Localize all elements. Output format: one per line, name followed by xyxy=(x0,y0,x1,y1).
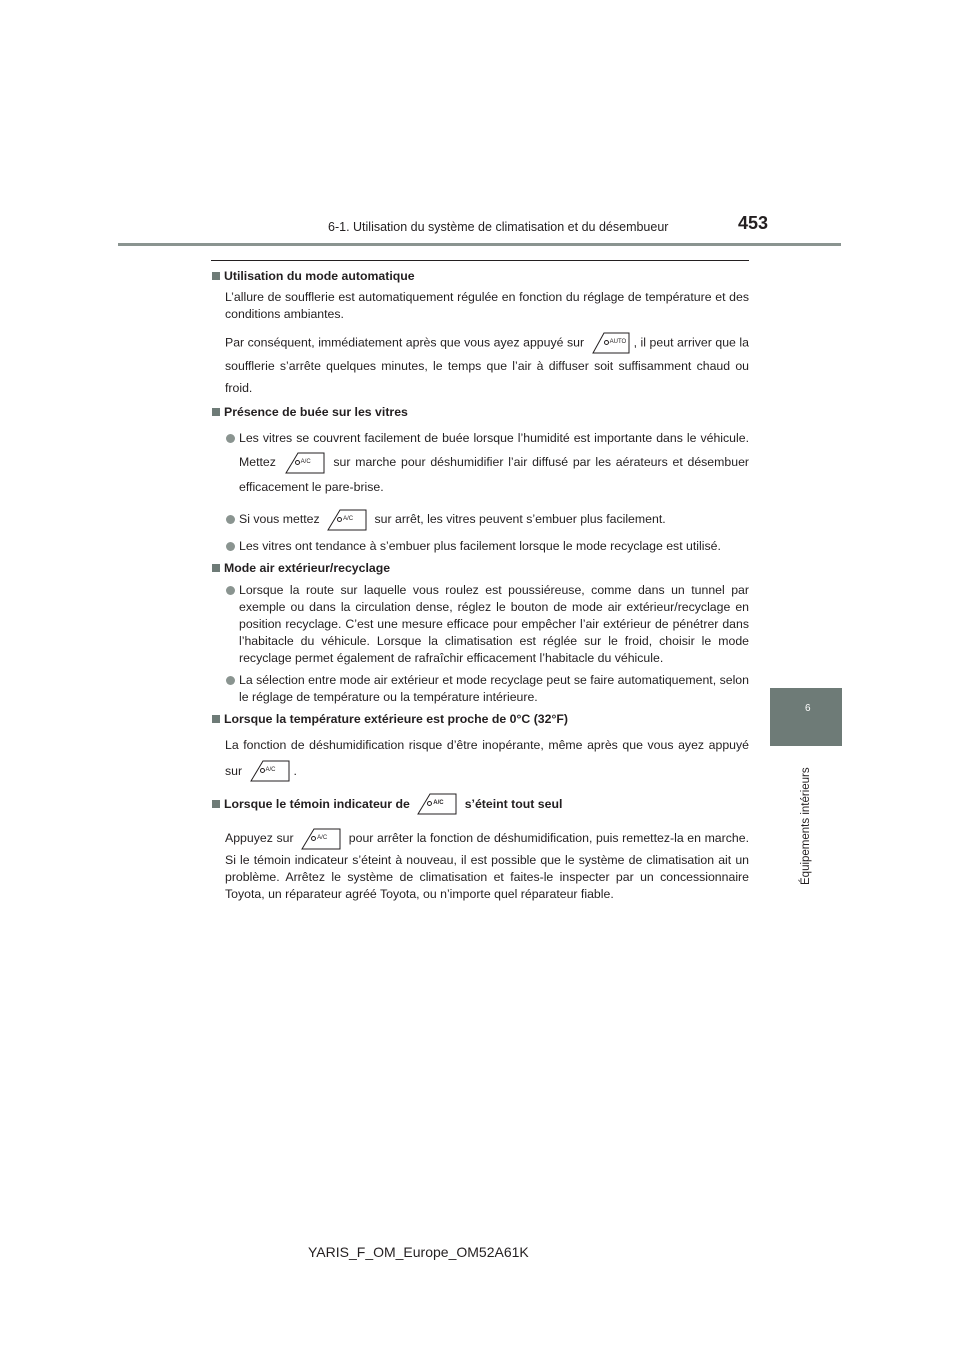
heading-text-start: Lorsque le témoin indicateur de xyxy=(224,796,410,811)
auto-mode-para2 xyxy=(225,331,749,399)
chapter-label: Équipements intérieurs xyxy=(800,767,812,885)
heading-text: Utilisation du mode automatique xyxy=(224,269,415,283)
cold-para-end: . xyxy=(293,763,297,778)
recirc-bullet-2 xyxy=(211,672,749,706)
round-bullet-icon xyxy=(226,586,235,595)
ac-button-icon xyxy=(327,508,367,532)
ac-button-label: A/C xyxy=(300,458,311,465)
chapter-number: 6 xyxy=(805,703,811,714)
fog-b1-end: sur marche pour déshumidifier l’air diffusé par les aérateurs et désembuer efficacement le pare-brise. xyxy=(239,455,749,494)
page-content xyxy=(211,268,749,903)
header-divider xyxy=(118,243,841,246)
ac-button-label: A/C xyxy=(265,767,276,774)
heading-text: Lorsque la température extérieure est proche de 0°C (32°F) xyxy=(224,711,569,726)
heading-text: Mode air extérieur/recyclage xyxy=(224,560,391,575)
fog-b2-end: sur arrêt, les vitres peuvent s’embuer plus facilement. xyxy=(374,511,666,526)
ac-button-icon xyxy=(250,759,290,783)
auto-mode-para1: L’allure de soufflerie est automatiquement régulée en fonction du réglage de température et des conditions ambiantes. xyxy=(225,290,749,321)
page-number: 453 xyxy=(738,213,769,233)
document-code: YARIS_F_OM_Europe_OM52A61K xyxy=(308,1244,529,1260)
round-bullet-icon xyxy=(226,515,235,524)
indicator-para xyxy=(225,824,749,903)
auto-button-label: AUTO xyxy=(609,339,627,345)
ac-button-label: A/C xyxy=(317,835,328,841)
auto-mode-para2-end: , il peut arriver que la soufflerie s’arrête quelques minutes, le temps que l’air à diffuser soit suffisamment chaud ou froid. xyxy=(225,335,749,395)
recirc-b1-text: Lorsque la route sur laquelle vous roulez est poussiéreuse, comme dans un tunnel par exemple ou dans la circulation dense, réglez le bouton de mode air extérieur/recyclage en position recyclage. C’est une mesure efficace pour empêcher l’air extérieur de pénétrer dans l’habitacle du véhicule. Lorsque la climatisation est réglée sur le froid, choisir le mode recyclage permet également de rafraîchir efficacement l’habitacle du véhicule. xyxy=(239,582,749,665)
cold-para xyxy=(225,732,749,784)
heading-recirc xyxy=(211,560,749,577)
button-dot-icon xyxy=(260,768,265,773)
square-bullet-icon xyxy=(212,564,220,572)
heading-cold xyxy=(211,711,749,728)
fog-b1-start: Les vitres se couvrent facilement de buée lorsque l’humidité est importante dans le véhicule. Mettez xyxy=(239,431,749,469)
round-bullet-icon xyxy=(226,676,235,685)
heading-fog xyxy=(211,404,749,421)
auto-mode-para2-start: Par conséquent, immédiatement après que vous ayez appuyé sur xyxy=(225,335,585,350)
button-dot-icon xyxy=(337,517,342,522)
ac-button-icon xyxy=(301,827,341,851)
section-header-title: 6-1. Utilisation du système de climatisation et du désembueur xyxy=(328,220,669,234)
heading-indicator xyxy=(211,792,749,817)
cold-para-start: La fonction de déshumidification risque d’être inopérante, même après que vous ayez appuyé sur xyxy=(225,737,749,778)
ac-button-label: A/C xyxy=(343,515,354,522)
auto-button-icon xyxy=(592,331,630,355)
chapter-tab xyxy=(770,688,842,746)
ac-button-icon xyxy=(417,792,457,816)
indicator-para-end: pour arrêter la fonction de déshumidification, puis remettez-la en marche. Si le témoin indicateur s’éteint à nouveau, il est possible que le système de climatisation ait un problème. Arrêtez le système de climatisation et faites-le inspecter par un concessionnaire Toyota, un réparateur agréé Toyota, ou n’importe quel réparateur fiable. xyxy=(225,831,749,902)
square-bullet-icon xyxy=(212,272,220,280)
square-bullet-icon xyxy=(212,800,220,808)
heading-auto-mode xyxy=(211,268,749,285)
round-bullet-icon xyxy=(226,542,235,551)
fog-bullet-2 xyxy=(211,507,749,532)
fog-bullet-3 xyxy=(211,538,749,555)
fog-bullet-1 xyxy=(211,426,749,499)
ac-button-icon xyxy=(285,451,325,475)
section-divider xyxy=(211,260,749,261)
fog-b3-text: Les vitres ont tendance à s’embuer plus facilement lorsque le mode recyclage est utilisé. xyxy=(239,538,721,553)
square-bullet-icon xyxy=(212,408,220,416)
fog-b2-start: Si vous mettez xyxy=(239,511,320,526)
heading-text-end: s’éteint tout seul xyxy=(464,796,563,811)
button-dot-icon xyxy=(295,460,300,465)
recirc-b2-text: La sélection entre mode air extérieur et mode recyclage peut se faire automatiquement, selon le réglage de température ou la température intérieure. xyxy=(239,672,749,704)
round-bullet-icon xyxy=(226,434,235,443)
square-bullet-icon xyxy=(212,715,220,723)
indicator-para-start: Appuyez sur xyxy=(225,831,294,846)
button-dot-icon xyxy=(604,340,609,345)
recirc-bullet-1 xyxy=(211,582,749,667)
heading-text: Présence de buée sur les vitres xyxy=(224,405,408,419)
ac-button-label: A/C xyxy=(433,800,444,807)
